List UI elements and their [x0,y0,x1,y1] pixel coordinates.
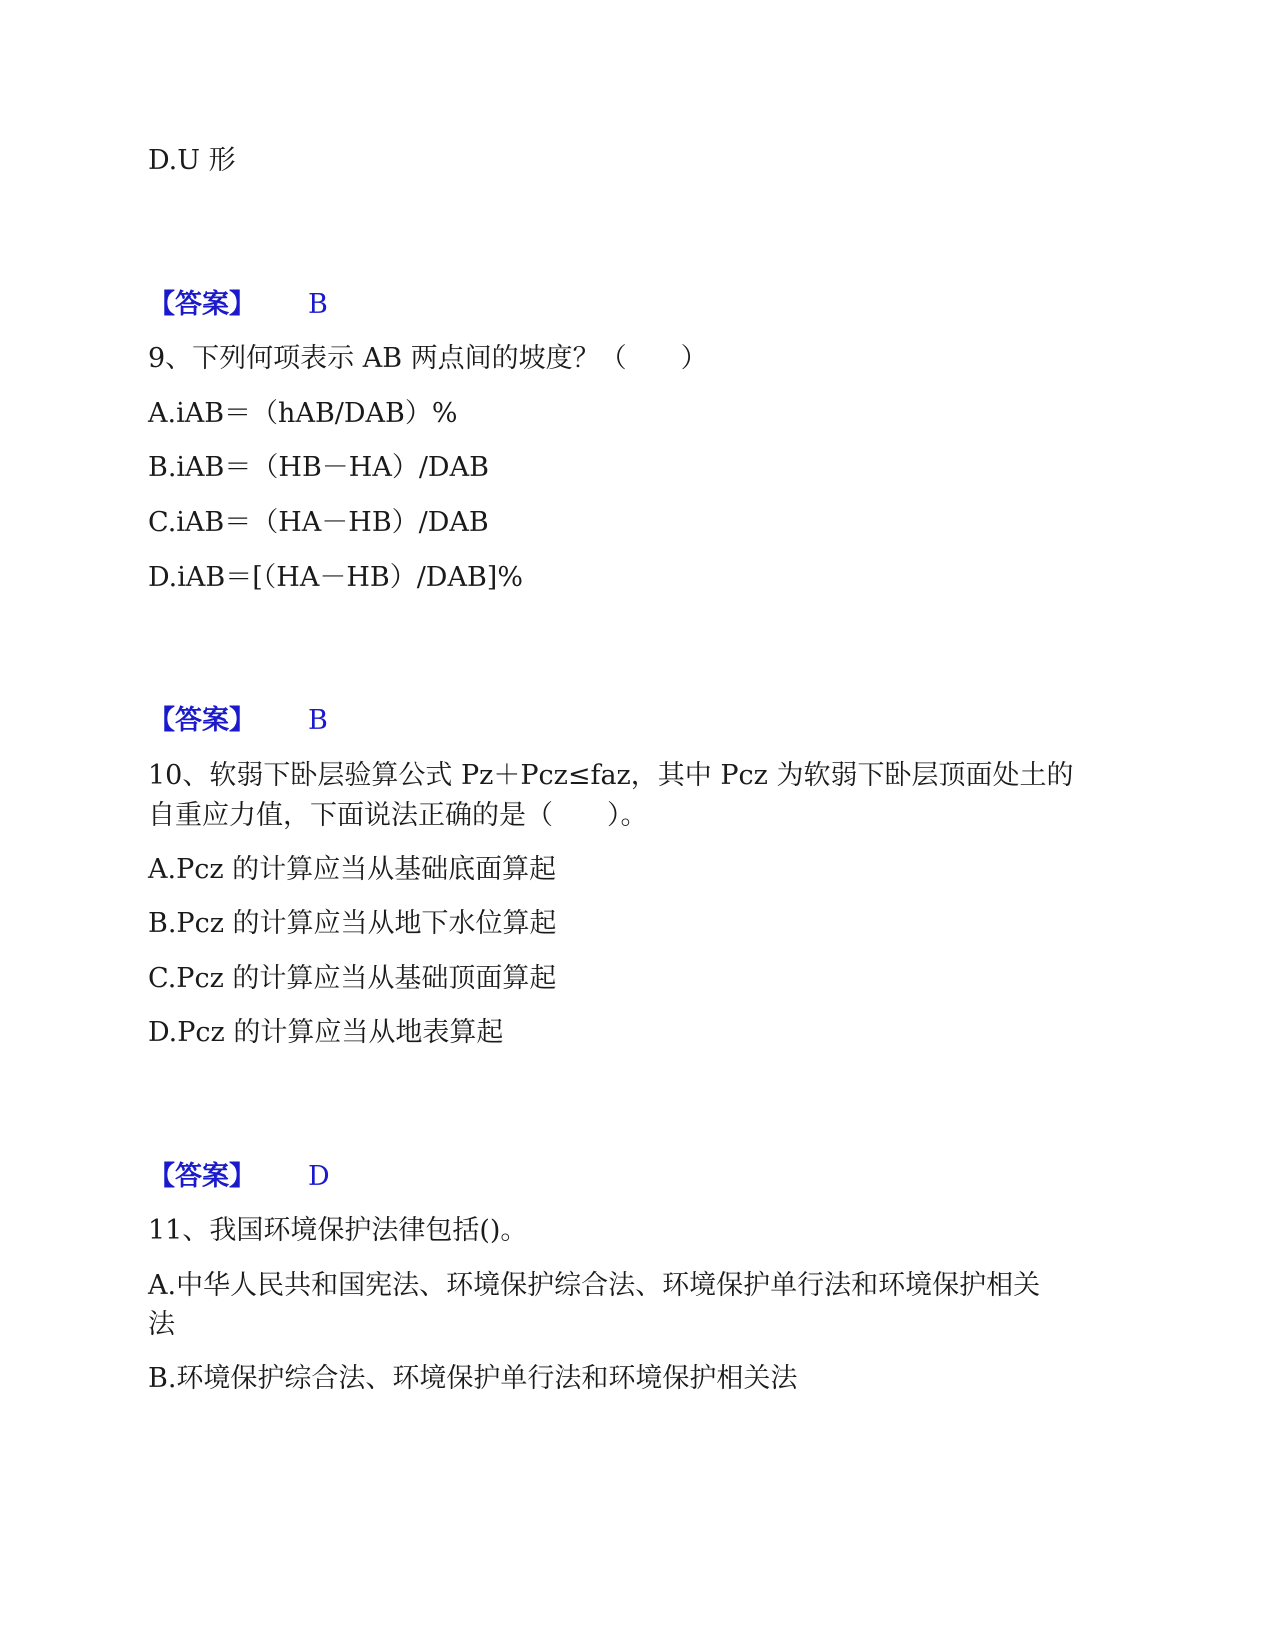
question-10-option-d: D.Pcz 的计算应当从地表算起 [148,1017,504,1048]
question-10-stem-line2: 自重应力值，下面说法正确的是（ ）。 [148,800,648,831]
answer-row-q8 [148,284,328,326]
question-11-option-a-line2: 法 [148,1309,175,1340]
answer-value: D [308,1161,330,1192]
question-11-stem: 11、我国环境保护法律包括()。 [148,1215,528,1246]
answer-row-q10 [148,1156,330,1198]
answer-label: 【答案】 [148,1161,256,1192]
question-10-stem-line1: 10、软弱下卧层验算公式 Pz＋Pcz≤faz，其中 Pcz 为软弱下卧层顶面处土的 [148,760,1074,791]
question-10-option-a: A.Pcz 的计算应当从基础底面算起 [148,854,557,885]
question-10-option-c: C.Pcz 的计算应当从基础顶面算起 [148,963,557,994]
answer-label: 【答案】 [148,705,256,736]
prev-option-d: D.U 形 [148,145,236,176]
question-9-option-b: B.iAB＝（HB－HA）/DAB [148,452,489,483]
answer-label: 【答案】 [148,289,256,320]
question-9-stem: 9、下列何项表示 AB 两点间的坡度？（ ） [148,343,708,374]
question-9-option-a: A.iAB＝（hAB/DAB）% [148,398,458,429]
question-9-option-d: D.iAB＝[（HA－HB）/DAB]% [148,562,523,593]
answer-value: B [308,289,328,320]
answer-value: B [308,705,328,736]
question-11-option-a-line1: A.中华人民共和国宪法、环境保护综合法、环境保护单行法和环境保护相关 [148,1270,1041,1301]
question-9-option-c: C.iAB＝（HA－HB）/DAB [148,507,489,538]
question-11-option-b: B.环境保护综合法、环境保护单行法和环境保护相关法 [148,1363,798,1394]
question-10-option-b: B.Pcz 的计算应当从地下水位算起 [148,908,557,939]
answer-row-q9 [148,700,328,742]
